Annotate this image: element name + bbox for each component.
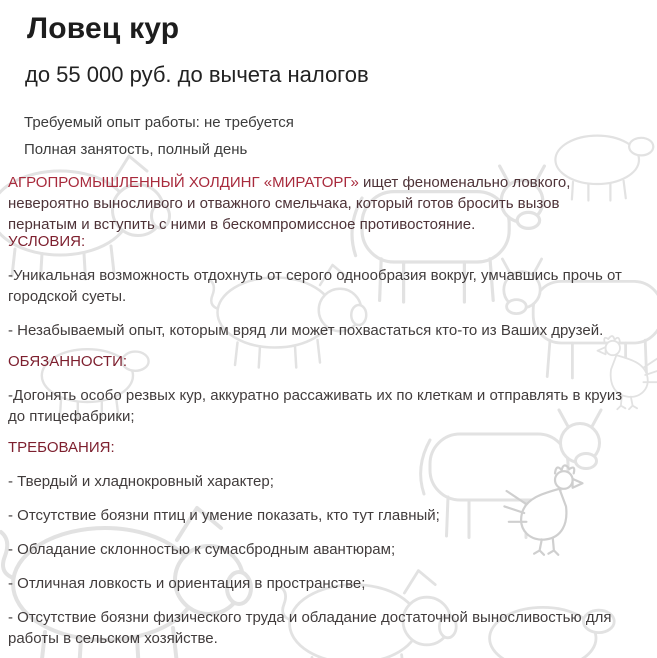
condition-item: -Уникальная возможность отдохнуть от серого однообразия вокруг, умчавшись прочь от городской суеты. (8, 267, 622, 305)
requirement-item: - Твердый и хладнокровный характер; (8, 473, 274, 490)
company-name: АГРОПРОМЫШЛЕННЫЙ ХОЛДИНГ «МИРАТОРГ» (8, 174, 359, 191)
section-heading-conditions: УСЛОВИЯ: (8, 233, 86, 250)
experience-requirement: Требуемый опыт работы: не требуется (24, 114, 294, 131)
section-heading-duties: ОБЯЗАННОСТИ: (8, 353, 128, 370)
requirement-item: - Отсутствие боязни птиц и умение показать, кто тут главный; (8, 507, 440, 524)
employment-type: Полная занятость, полный день (24, 141, 248, 158)
condition-item: - Незабываемый опыт, которым вряд ли может похвастаться кто-то из Ваших друзей. (8, 322, 604, 339)
section-heading-requirements: ТРЕБОВАНИЯ: (8, 439, 115, 456)
page-title: Ловец кур (27, 12, 180, 45)
requirement-item: - Отсутствие боязни физического труда и обладание достаточной выносливостью для работы в сельском хозяйстве. (8, 609, 612, 647)
requirement-item: - Отличная ловкость и ориентация в пространстве; (8, 575, 366, 592)
requirement-item: - Обладание склонностью к сумасбродным авантюрам; (8, 541, 396, 558)
vacancy-content (0, 12, 639, 649)
intro-paragraph (8, 172, 629, 235)
intro-text: ищет феноменально ловкого, невероятно выносливого и отважного смельчака, который готов бросить вызов пернатым и вступить с ними в бескомпромиссное противостояние. (8, 174, 571, 233)
salary-text: до 55 000 руб. до вычета налогов (25, 62, 369, 87)
duty-item: -Догонять особо резвых кур, аккуратно рассаживать их по клеткам и отправлять в круиз до птицефабрики; (8, 387, 623, 425)
